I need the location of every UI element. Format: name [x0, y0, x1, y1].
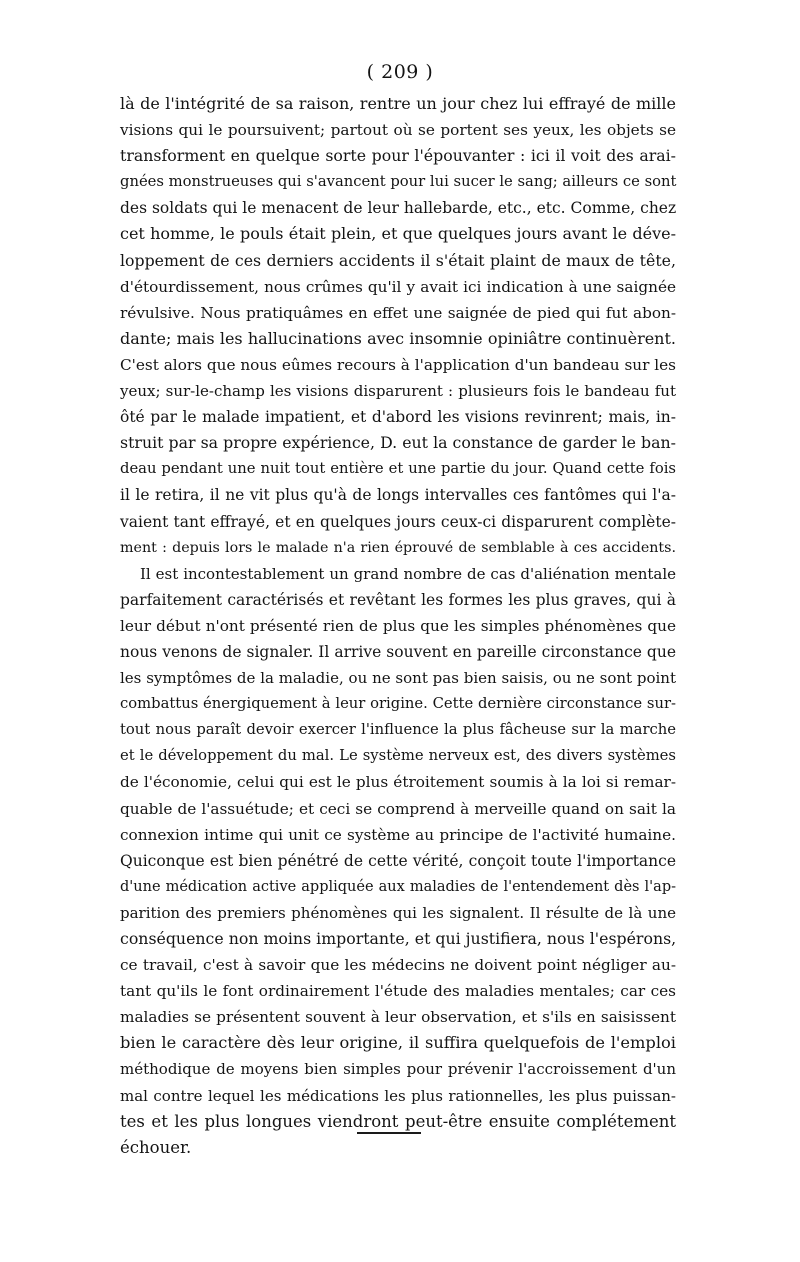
text-line: Quiconque est bien pénétré de cette vérité, conçoit toute l'importance [120, 851, 676, 870]
text-line: struit par sa propre expérience, D. eut la constance de garder le ban- [120, 433, 676, 453]
text-line: vaient tant effrayé, et en quelques jours ceux-ci disparurent complète- [120, 512, 676, 531]
text-line: parition des premiers phénomènes qui les signalent. Il résulte de là une [120, 903, 676, 922]
text-line: d'une médication active appliquée aux maladies de l'entendement dès l'ap- [120, 878, 676, 895]
text-line: deau pendant une nuit tout entière et une partie du jour. Quand cette fois [120, 460, 676, 478]
text-line: dante; mais les hallucinations avec insomnie opiniâtre continuèrent. [120, 328, 676, 348]
text-line: ment : depuis lors le malade n'a rien éprouvé de semblable à ces accidents. [120, 539, 676, 556]
text-line: nous venons de signaler. Il arrive souvent en pareille circonstance que [120, 642, 676, 661]
text-line: leur début n'ont présenté rien de plus que les simples phénomènes que [120, 616, 676, 635]
text-line: parfaitement caractérisés et revêtant les formes les plus graves, qui à [120, 590, 676, 609]
text-line: yeux; sur-le-champ les visions disparurent : plusieurs fois le bandeau fut [120, 382, 676, 401]
text-line: tes et les plus longues viendront peut-être ensuite complétement [120, 1111, 676, 1131]
text-line: de l'économie, celui qui est le plus étroitement soumis à la loi si remar- [120, 773, 676, 792]
text-line: tant qu'ils le font ordinairement l'étude des maladies mentales; car ces [120, 982, 676, 1001]
text-line: conséquence non moins importante, et qui justifiera, nous l'espérons, [120, 929, 677, 948]
text-line: méthodique de moyens bien simples pour prévenir l'accroissement d'un [120, 1060, 676, 1079]
text-line: combattus énergiquement à leur origine. Cette dernière circonstance sur- [120, 695, 676, 713]
text-line: bien le caractère dès leur origine, il suffira quelquefois de l'emploi [120, 1033, 676, 1053]
text-line: révulsive. Nous pratiquâmes en effet une saignée de pied qui fut abon- [120, 303, 676, 322]
text-line: C'est alors que nous eûmes recours à l'application d'un bandeau sur les [120, 355, 676, 374]
text-line: ôté par le malade impatient, et d'abord les visions revinrent; mais, in- [120, 408, 676, 427]
text-line: ce travail, c'est à savoir que les médecins ne doivent point négliger au- [120, 956, 676, 975]
text-line: cet homme, le pouls était plein, et que quelques jours avant le déve- [120, 224, 676, 244]
text-line: tout nous paraît devoir exercer l'influence la plus fâcheuse sur la marche [120, 721, 676, 739]
text-line: les symptômes de la maladie, ou ne sont pas bien saisis, ou ne sont point [120, 669, 676, 688]
text-line: mal contre lequel les médications les plus rationnelles, les plus puissan- [120, 1086, 676, 1105]
text-line: quable de l'assuétude; et ceci se comprend à merveille quand on sait la [120, 799, 676, 818]
paragraph-end-line: échouer. [120, 1137, 192, 1157]
body-text [120, 91, 676, 1161]
text-line: visions qui le poursuivent; partout où se portent ses yeux, les objets se [120, 121, 676, 140]
text-line: loppement de ces derniers accidents il s'était plaint de maux de tête, [120, 250, 676, 270]
text-line: gnées monstrueuses qui s'avancent pour lui sucer le sang; ailleurs ce sont [120, 173, 677, 191]
end-rule [357, 1132, 421, 1134]
text-line: il le retira, il ne vit plus qu'à de longs intervalles ces fantômes qui l'a- [120, 486, 676, 505]
text-line: et le développement du mal. Le système nerveux est, des divers systèmes [120, 747, 676, 765]
page-number: ( 209 ) [366, 61, 434, 83]
text-line: connexion intime qui unit ce système au principe de l'activité humaine. [120, 825, 676, 844]
paragraph-start-line: Il est incontestablement un grand nombre de cas d'aliénation mentale [140, 564, 676, 583]
text-line: maladies se présentent souvent à leur observation, et s'ils en saisissent [120, 1008, 676, 1027]
text-line: transforment en quelque sorte pour l'épouvanter : ici il voit des arai- [120, 146, 676, 166]
text-line: des soldats qui le menacent de leur hallebarde, etc., etc. Comme, chez [120, 199, 677, 218]
text-line: d'étourdissement, nous crûmes qu'il y avait ici indication à une saignée [120, 277, 676, 296]
text-line: là de l'intégrité de sa raison, rentre un jour chez lui effrayé de mille [120, 94, 676, 113]
